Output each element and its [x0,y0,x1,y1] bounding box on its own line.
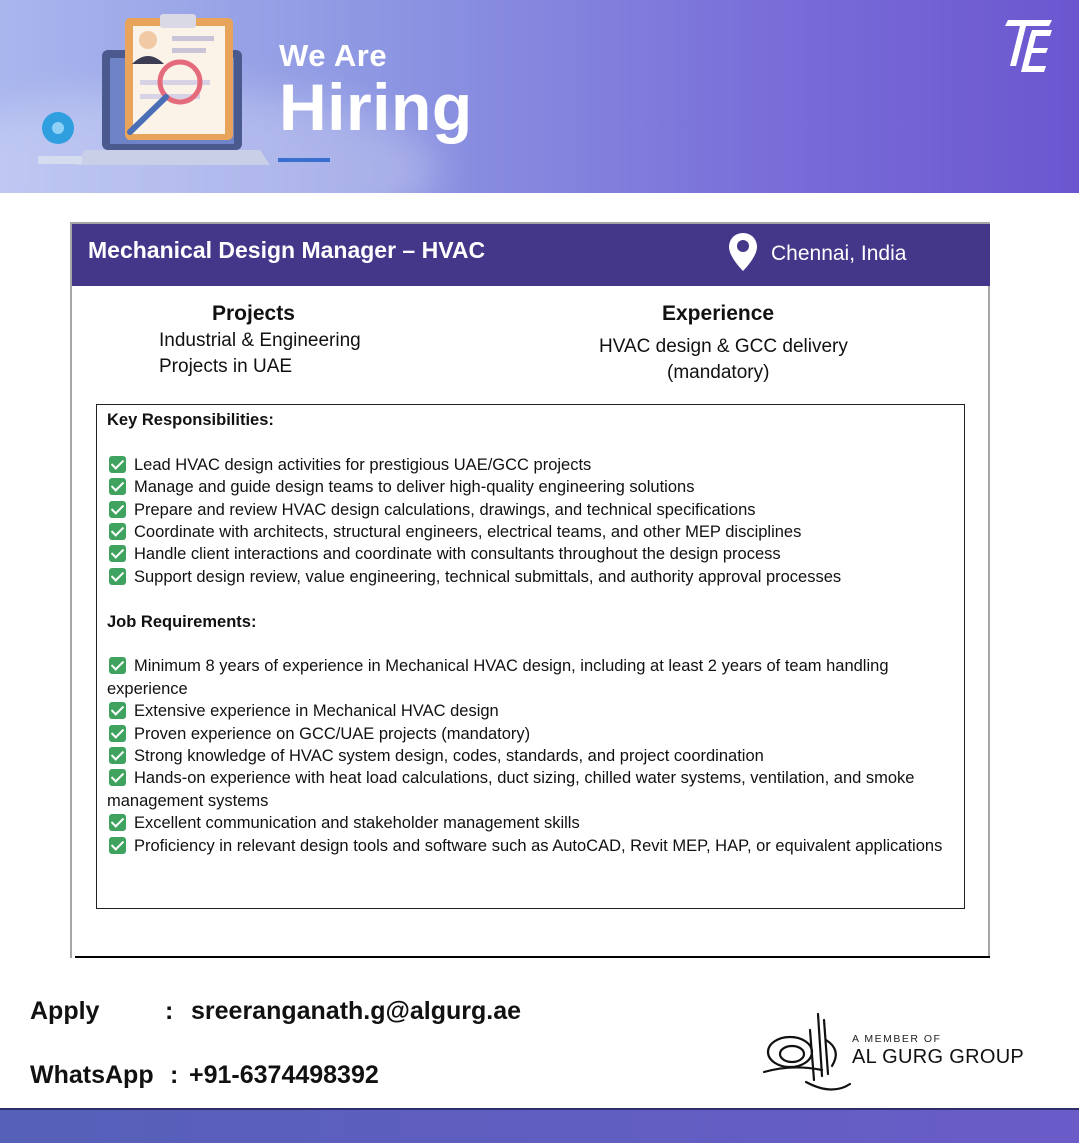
apply-colon: : [165,997,174,1025]
list-item: Extensive experience in Mechanical HVAC design [107,700,954,722]
footer-bar [0,1108,1079,1143]
projects-line1: Industrial & Engineering [159,330,361,351]
whatsapp-colon: : [170,1061,179,1089]
member-of-text: A MEMBER OF [852,1033,942,1045]
whatsapp-number[interactable]: +91-6374498392 [189,1061,379,1089]
banner-line1: We Are [279,38,388,73]
requirements-title: Job Requirements: [107,612,257,631]
job-title: Mechanical Design Manager – HVAC [88,237,486,263]
list-item: Excellent communication and stakeholder management skills [107,812,954,834]
responsibilities-title: Key Responsibilities: [107,411,274,429]
experience-heading: Experience [662,302,775,325]
checkmark-icon [109,456,126,473]
checkmark-icon [109,747,126,764]
checkmark-icon [109,837,126,854]
group-name: AL GURG GROUP [852,1046,1025,1068]
card-bottom-rule [75,956,990,958]
projects-line2: Projects in UAE [159,356,293,377]
details-box [96,404,965,909]
list-item: Support design review, value engineering, technical submittals, and authority approval processes [107,566,954,588]
list-item: Hands-on experience with heat load calculations, duct sizing, chilled water systems, ventilation, and smoke management systems [107,769,915,810]
projects-heading: Projects [212,302,295,325]
checkmark-icon [109,523,126,540]
checkmark-icon [109,568,126,585]
banner-heading [279,38,473,144]
experience-line1: HVAC design & GCC delivery [599,336,848,357]
calligraphy-emblem-icon [762,1010,852,1100]
list-item: Proven experience on GCC/UAE projects (mandatory) [107,723,954,745]
list-item: Strong knowledge of HVAC system design, codes, standards, and project coordination [107,745,954,767]
checkmark-icon [109,702,126,719]
list-item: Coordinate with architects, structural engineers, electrical teams, and other MEP disciplines [107,521,954,543]
list-item: Lead HVAC design activities for prestigious UAE/GCC projects [107,454,954,476]
list-item: Proficiency in relevant design tools and software such as AutoCAD, Revit MEP, HAP, or equivalent applications [107,835,954,857]
job-title-bar [72,224,990,286]
tte-logo-icon [1002,18,1054,74]
hiring-banner [0,0,1079,193]
experience-line2: (mandatory) [667,362,770,383]
checkmark-icon [109,769,126,786]
checkmark-icon [109,501,126,518]
job-card [70,222,990,958]
list-item: Prepare and review HVAC design calculations, drawings, and technical specifications [107,499,954,521]
apply-label: Apply [30,997,100,1025]
checkmark-icon [109,725,126,742]
list-item: Handle client interactions and coordinate with consultants throughout the design process [107,543,954,565]
checkmark-icon [109,478,126,495]
map-pin-icon [728,232,758,272]
list-item: Minimum 8 years of experience in Mechanical HVAC design, including at least 2 years of team handling experience [107,657,889,698]
apply-email-link[interactable]: sreeranganath.g@algurg.ae [191,997,522,1025]
checkmark-icon [109,814,126,831]
checkmark-icon [109,545,126,562]
job-location: Chennai, India [771,242,907,265]
whatsapp-label: WhatsApp [30,1061,154,1089]
banner-line2: Hiring [279,70,473,144]
checkmark-icon [109,657,126,674]
list-item: Manage and guide design teams to deliver high-quality engineering solutions [107,476,954,498]
